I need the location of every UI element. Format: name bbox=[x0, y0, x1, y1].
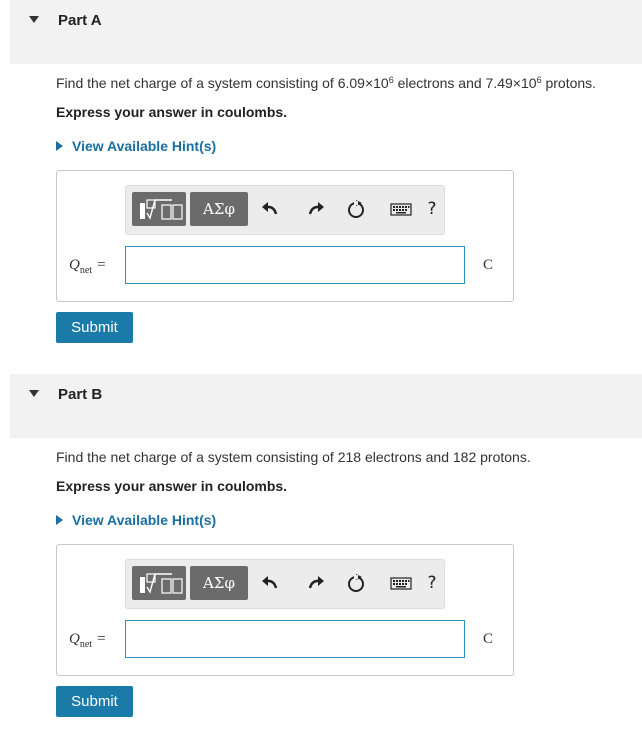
part-a-instructions: Express your answer in coulombs. bbox=[56, 104, 288, 120]
unit-label: C bbox=[483, 257, 494, 273]
reset-icon[interactable] bbox=[344, 196, 368, 222]
variable-label bbox=[69, 257, 106, 276]
templates-button[interactable] bbox=[132, 566, 186, 600]
part-a-question bbox=[56, 75, 596, 91]
equals-sign: = bbox=[97, 257, 106, 273]
unit-label: C bbox=[483, 631, 494, 647]
undo-icon[interactable] bbox=[258, 196, 282, 222]
part-b-instructions: Express your answer in coulombs. bbox=[56, 478, 288, 494]
redo-icon[interactable] bbox=[304, 196, 328, 222]
exponent: 6 bbox=[536, 75, 542, 85]
variable-symbol: Q bbox=[69, 631, 80, 647]
question-text: Find the net charge of a system consisting of 6.09×10 bbox=[56, 75, 389, 91]
answer-input[interactable] bbox=[125, 620, 465, 658]
submit-button[interactable]: Submit bbox=[56, 686, 133, 717]
collapse-caret-icon[interactable] bbox=[29, 16, 39, 23]
variable-symbol: Q bbox=[69, 257, 80, 273]
question-text: electrons and 7.49×10 bbox=[393, 75, 537, 91]
help-button[interactable]: ? bbox=[427, 573, 437, 593]
keyboard-icon[interactable] bbox=[388, 570, 414, 596]
part-b-title: Part B bbox=[58, 386, 103, 403]
answer-input[interactable] bbox=[125, 246, 465, 284]
templates-icon bbox=[132, 192, 186, 226]
collapse-caret-icon[interactable] bbox=[29, 390, 39, 397]
redo-icon[interactable] bbox=[304, 570, 328, 596]
math-toolbar bbox=[125, 559, 445, 609]
variable-subscript: net bbox=[79, 265, 93, 276]
greek-symbols-button[interactable]: ΑΣφ bbox=[190, 192, 248, 226]
exponent: 6 bbox=[388, 75, 394, 85]
help-button[interactable]: ? bbox=[427, 199, 437, 219]
keyboard-icon[interactable] bbox=[388, 196, 414, 222]
question-text: protons. bbox=[541, 75, 597, 91]
hint-label: View Available Hint(s) bbox=[72, 512, 217, 528]
reset-icon[interactable] bbox=[344, 570, 368, 596]
part-a-header[interactable] bbox=[10, 0, 642, 64]
hint-label: View Available Hint(s) bbox=[72, 138, 217, 154]
question-text: Find the net charge of a system consisting of 218 electrons and 182 protons. bbox=[56, 449, 531, 465]
expand-triangle-icon bbox=[56, 141, 63, 151]
expand-triangle-icon bbox=[56, 515, 63, 525]
equals-sign: = bbox=[97, 631, 106, 647]
part-b-question bbox=[56, 449, 531, 465]
greek-symbols-button[interactable]: ΑΣφ bbox=[190, 566, 248, 600]
variable-subscript: net bbox=[79, 639, 93, 650]
templates-button[interactable] bbox=[132, 192, 186, 226]
submit-button[interactable]: Submit bbox=[56, 312, 133, 343]
part-a-hint-link[interactable] bbox=[56, 138, 216, 154]
part-a-title: Part A bbox=[58, 12, 102, 29]
part-b-hint-link[interactable] bbox=[56, 512, 216, 528]
part-a-answer-box bbox=[56, 170, 514, 302]
part-b-header[interactable] bbox=[10, 374, 642, 438]
templates-icon bbox=[132, 566, 186, 600]
variable-label bbox=[69, 631, 106, 650]
part-b-answer-box bbox=[56, 544, 514, 676]
undo-icon[interactable] bbox=[258, 570, 282, 596]
math-toolbar bbox=[125, 185, 445, 235]
